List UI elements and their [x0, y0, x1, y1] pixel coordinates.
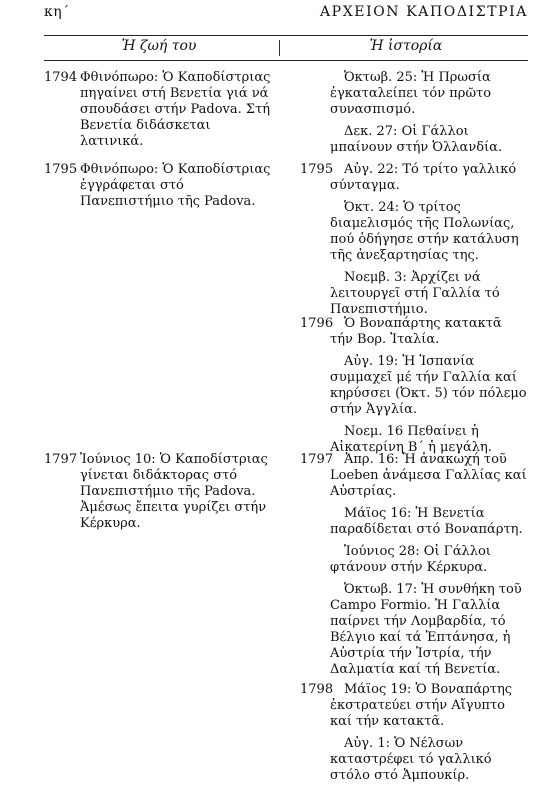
entry-year: 1794	[44, 70, 78, 85]
history-item: Νοεμβ. 3: Ἀρχίζει νά λειτουργεῖ στή Γαλλία τό Πανεπιστήμιο.	[330, 270, 500, 317]
life-entry	[44, 162, 274, 210]
history-item: Ὀκτωβ. 17: Ἡ συνθήκη τοῦ Campo Formio. Ἡ Γαλλία παίρνει τήν Λομβαρδία, τό Βέλγιο καί τά Ἑπτάνησα, ἡ Αὐστρία τήν Ἰστρία, τήν Δαλματία καί τή Βενετία.	[330, 582, 522, 677]
history-item: Ἰούνιος 28: Οἱ Γάλλοι φτάνουν στήν Κέρκυρα.	[330, 544, 491, 575]
history-entry	[300, 452, 528, 684]
page-number: κη΄	[44, 4, 70, 20]
history-item: Αὐγ. 19: Ἡ Ἰσπανία συμμαχεῖ μέ τήν Γαλλία καί κηρύσσει (Ὀκτ. 5) τόν πόλεμο στήν Ἀγγλία.	[330, 354, 527, 417]
history-item: Αὐγ. 22: Τό τρίτο γαλλικό σύνταγμα.	[330, 162, 517, 193]
life-entry	[44, 70, 274, 150]
column-heading-history: Ἡ ἱστορία	[369, 38, 443, 54]
heading-rule	[44, 60, 528, 61]
entry-year: 1795	[300, 162, 334, 177]
running-title: ΑΡΧΕΙΟΝ ΚΑΠΟΔΙΣΤΡΙΑ	[319, 4, 528, 20]
entry-year: 1798	[300, 682, 334, 697]
entry-text: Φθινόπωρο: Ὁ Καποδίστριας πηγαίνει στή Βενετία γιά νά σπουδάσει στήν Padova. Στή Βενετία διδάσκεται λατινικά.	[80, 70, 271, 149]
history-item: Δεκ. 27: Οἱ Γάλλοι μπαίνουν στήν Ὀλλανδία.	[330, 124, 503, 155]
history-item: Ὀκτωβ. 25: Ἡ Πρωσία ἐγκαταλείπει τόν πρῶτο συνασπισμό.	[330, 70, 492, 117]
column-separator	[279, 40, 280, 56]
history-item: Ἀπρ. 16: Ἡ ἀνακωχή τοῦ Loeben ἀνάμεσα Γαλλίας καί Αὐστρίας.	[330, 452, 527, 499]
entry-year: 1796	[300, 316, 334, 331]
column-heading-life: Ἡ ζωή του	[121, 38, 197, 54]
history-item: Ὁ Βοναπάρτης κατακτᾶ τήν Βορ. Ἰταλία.	[330, 316, 502, 347]
history-entry	[300, 682, 528, 790]
entry-year: 1797	[300, 452, 334, 467]
history-item: Μάϊος 19: Ὁ Βοναπάρτης ἐκστρατεύει στήν Αἴγυπτο καί τήν κατακτᾶ.	[330, 682, 513, 729]
entry-text: Ἰούνιος 10: Ὁ Καποδίστριας γίνεται διδάκτορας στό Πανεπιστήμιο τῆς Padova. Ἀμέσως ἔπειτα γυρίζει στήν Κέρκυρα.	[80, 452, 268, 531]
history-entry	[300, 316, 528, 462]
entry-year: 1795	[44, 162, 78, 177]
history-item: Αὐγ. 1: Ὁ Νέλσων καταστρέφει τό γαλλικό στόλο στό Ἀμπουκίρ.	[330, 736, 492, 783]
history-item: Μάϊος 16: Ἡ Βενετία παραδίδεται στό Βοναπάρτη.	[330, 506, 523, 537]
history-item: Ὀκτ. 24: Ὁ τρίτος διαμελισμός τῆς Πολωνίας, πού ὁδήγησε στήν κατάλυση τῆς ἀνεξαρτησίας της.	[330, 200, 519, 263]
history-carryover	[300, 70, 528, 162]
history-item: Νοεμ. 16 Πεθαίνει ἡ Αἰκατερίνη Β΄ ἡ μεγάλη.	[330, 424, 492, 455]
top-rule	[44, 35, 528, 36]
running-header	[44, 4, 528, 24]
entry-year: 1797	[44, 452, 78, 467]
history-entry	[300, 162, 528, 324]
entry-text: Φθινόπωρο: Ὁ Καποδίστριας ἐγγράφεται στό Πανεπιστήμιο τῆς Padova.	[80, 162, 271, 209]
life-entry	[44, 452, 274, 532]
